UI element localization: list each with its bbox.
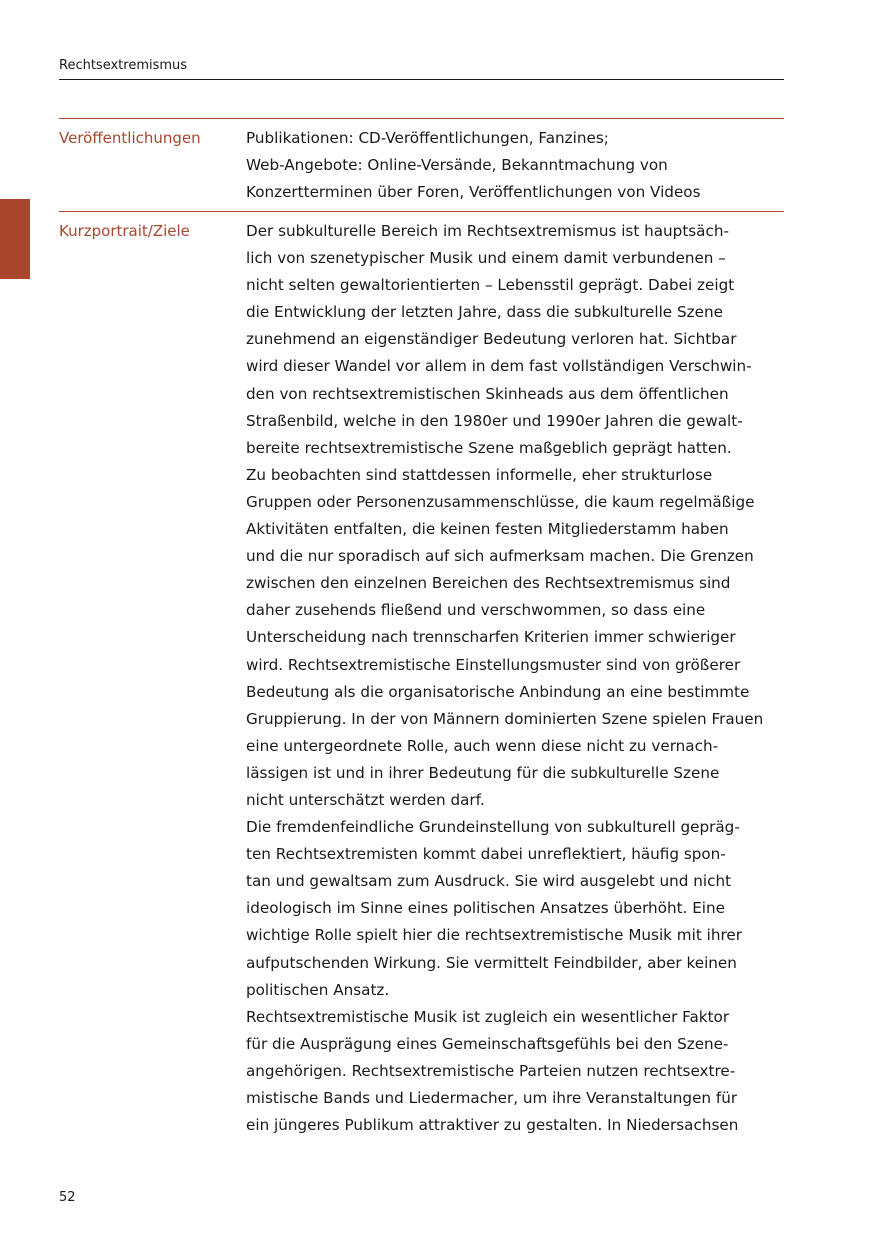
text-line: und die nur sporadisch auf sich aufmerksam machen. Die Grenzen	[246, 547, 754, 566]
row-label-kurzportrait: Kurzportrait/Ziele	[59, 222, 190, 240]
text-line: tan und gewaltsam zum Ausdruck. Sie wird ausgelebt und nicht	[246, 872, 732, 891]
text-line: lich von szenetypischer Musik und einem damit verbundenen –	[246, 249, 726, 268]
text-line: zwischen den einzelnen Bereichen des Rechtsextremismus sind	[246, 574, 731, 593]
text-line: ideologisch im Sinne eines politischen Ansatzes überhöht. Eine	[246, 899, 725, 918]
text-line: Zu beobachten sind stattdessen informelle, eher strukturlose	[246, 465, 713, 484]
text-line: Gruppen oder Personenzusammenschlüsse, die kaum regelmäßige	[246, 492, 755, 511]
row-content-kurzportrait	[246, 218, 763, 1139]
text-line: bereite rechtsextremistische Szene maßgeblich geprägt hatten.	[246, 438, 732, 457]
text-line: politischen Ansatz.	[246, 980, 390, 999]
text-line: Straßenbild, welche in den 1980er und 1990er Jahren die gewalt-	[246, 411, 743, 430]
text-line: nicht selten gewaltorientierten – Lebensstil geprägt. Dabei zeigt	[246, 276, 735, 295]
text-line: ten Rechtsextremisten kommt dabei unreflektiert, häufig spon-	[246, 845, 726, 864]
text-line: Konzertterminen über Foren, Veröffentlichungen von Videos	[246, 183, 701, 202]
text-line: mistische Bands und Liedermacher, um ihre Veranstaltungen für	[246, 1089, 738, 1107]
text-line: eine untergeordnete Rolle, auch wenn diese nicht zu vernach-	[246, 736, 719, 755]
text-line: nicht unterschätzt werden darf.	[246, 790, 485, 809]
text-line: lässigen ist und in ihrer Bedeutung für die subkulturelle Szene	[246, 763, 720, 782]
text-line: Bedeutung als die organisatorische Anbindung an eine bestimmte	[246, 682, 750, 701]
text-line: Aktivitäten entfalten, die keinen festen Mitgliederstamm haben	[246, 520, 729, 539]
text-line: wird dieser Wandel vor allem in dem fast vollständigen Verschwin-	[246, 357, 752, 376]
header-divider	[59, 79, 784, 80]
text-line: Publikationen: CD-Veröffentlichungen, Fanzines;	[246, 129, 609, 147]
text-line: Unterscheidung nach trennscharfen Kriterien immer schwieriger	[246, 628, 736, 647]
text-line: wichtige Rolle spielt hier die rechtsextremistische Musik mit ihrer	[246, 926, 742, 945]
text-line: die Entwicklung der letzten Jahre, dass die subkulturelle Szene	[246, 303, 723, 322]
text-line: den von rechtsextremistischen Skinheads aus dem öffentlichen	[246, 384, 729, 403]
text-line: ein jüngeres Publikum attraktiver zu gestalten. In Niedersachsen	[246, 1116, 739, 1135]
text-line: angehörigen. Rechtsextremistische Parteien nutzen rechtsextre-	[246, 1061, 736, 1080]
text-line: Rechtsextremistische Musik ist zugleich ein wesentlicher Faktor	[246, 1007, 730, 1026]
text-line: daher zusehends fließend und verschwommen, so dass eine	[246, 601, 706, 620]
running-header-title: Rechtsextremismus	[59, 58, 188, 73]
text-line: zunehmend an eigenständiger Bedeutung verloren hat. Sichtbar	[246, 330, 737, 349]
text-line: für die Ausprägung eines Gemeinschaftsgefühls bei den Szene-	[246, 1034, 729, 1053]
table-top-divider	[59, 118, 784, 119]
row-label-veroeffentlichungen: Veröffentlichungen	[59, 129, 201, 147]
text-line: Die fremdenfeindliche Grundeinstellung von subkulturell gepräg-	[246, 818, 740, 837]
table-row-divider	[59, 211, 784, 212]
row-content-veroeffentlichungen	[246, 125, 701, 206]
page-number: 52	[59, 1190, 76, 1205]
text-line: Gruppierung. In der von Männern dominierten Szene spielen Frauen	[246, 709, 764, 728]
text-line: aufputschenden Wirkung. Sie vermittelt Feindbilder, aber keinen	[246, 953, 737, 972]
chapter-marker-tab	[0, 199, 30, 279]
text-line: Web-Angebote: Online-Versände, Bekanntmachung von	[246, 156, 668, 175]
text-line: Der subkulturelle Bereich im Rechtsextremismus ist hauptsäch-	[246, 222, 729, 240]
text-line: wird. Rechtsextremistische Einstellungsmuster sind von größerer	[246, 655, 741, 674]
